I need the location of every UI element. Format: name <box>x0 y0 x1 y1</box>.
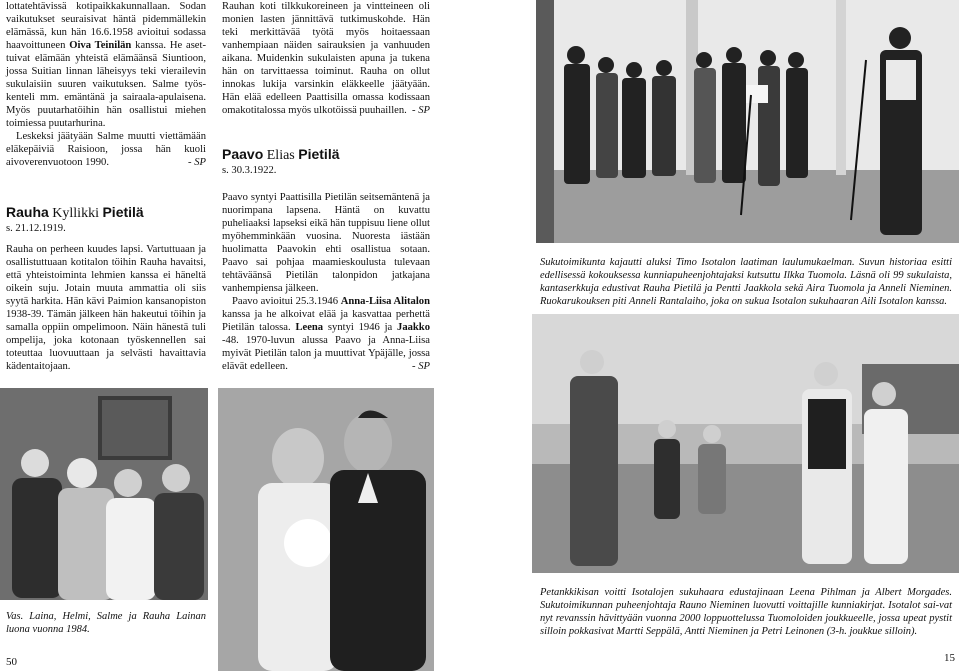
salme-paragraph-1: lottatehtävissä kotipaikkakunnallaan. Sodan vaikutukset seuraisivat häntä pidemmällekin elämässä, kun hän 16.6.1958 avioitui sodassa haavoittuneen Oiva Teinilän kanssa. He aset-tuivat elämään yhteistä elämäänsä Siuntioon, jossa Suitian linnan läheisyys teki vierailevin sukulaisiin suuren vaikutuksen. Salme työs-kenteli mm. emäntänä ja sairaala-apulaisena. Myös puutarhatöihin hän osallistui miehen toimiessa puutarhurina. <box>6 1 206 129</box>
rauha-section <box>6 198 206 373</box>
sisters-photo <box>0 388 208 600</box>
paavo-section <box>222 140 430 373</box>
paavo-paragraph-2: Paavo avioitui 25.3.1946 Anna-Liisa Alitalon kanssa ja he alkoivat elää ja kasvattaa perhettä Pietilän talossa. Leena syntyi 1946 ja Jaakko -48. 1970-luvun alussa Paavo ja Anna-Liisa myivät Pietilän talon ja muuttivat Ypäjälle, jossa elävät edelleen. - SP <box>222 296 430 372</box>
text-column-1 <box>6 0 206 169</box>
rauha-paragraph: Rauha on perheen kuudes lapsi. Vartuttuaan ja osallistuttuaan kotitalon töihin Rauha havaitsi, että yhteistoiminta lehmien kanssa ei häneltä oikein suju. Jotain muuta ammattia oli siis syytä harkita. Hän kävi Paimion kansanopiston 1938-39. Tämän jälkeen hän hakeutui töihin ja samalla oppiin ompelimoon. Näin hänestä tuli ompelija, joka kotonaan työskennellen sai toteuttaa luovuuttaan ja selvästi havaittavia kädentaitojaan. <box>6 244 206 372</box>
text-column-2 <box>222 0 430 117</box>
sisters-caption: Vas. Laina, Helmi, Salme ja Rauha Lainan luona vuonna 1984. <box>6 611 206 635</box>
rauha-paragraph-2: Rauhan koti tilkkukoreineen ja vintteineen oli monien lasten jännittävä tutkimuskohde. Hän teki merkittävää työtä myös hoitaessaan vanhempiaan näiden sairauksien ja vanhuuden aikana. Muidenkin sukulaisten apuna ja tukena hän on tarvittaessa toiminut. Rauha on ollut innokas lukija varsinkin eläkkeelle jäätyään. Hän elää edelleen Paattisilla omassa kodissaan omakotitalossa myös ulkotöissä puuhaillen. - SP <box>222 1 430 116</box>
award-photo <box>532 314 959 573</box>
rauha-heading: Rauha Kyllikki Pietilä <box>6 204 144 221</box>
choir-photo <box>536 0 959 243</box>
choir-photo-illustration <box>536 0 959 243</box>
wedding-photo <box>218 388 434 671</box>
rauha-born: s. 21.12.1919. <box>6 223 66 234</box>
award-photo-illustration <box>532 314 959 573</box>
wedding-photo-illustration <box>218 388 434 671</box>
paavo-paragraph-1: Paavo syntyi Paattisilla Pietilän seitsemäntenä ja nuorimpana lapsena. Häntä on kuvattu puheliaaksi lapseksi eikä hän tuppisuu liene ollut myöhemminkään vuosina. Nuoresta iästään huolimatta Paavokin ehti osallistua sotaan. Paavo sai pohjaa maamieskoulusta tulevaan tehtäväänsä Pietilän talonpidon jatkajana vanhempiensa jälkeen. <box>222 192 430 294</box>
sisters-photo-illustration <box>0 388 208 600</box>
paavo-heading: Paavo Elias Pietilä <box>222 146 340 163</box>
choir-caption: Sukutoimikunta kajautti aluksi Timo Isotalon laatiman laulumukaelman. Suvun historiaa esitti edellisessä kokouksessa kunniapuheenjohtajaksi kutsuttu Ilkka Tuomola. Läsnä oli 99 sukulaista, kantaserkkuja edustivat Rauha Pietilä ja Pentti Jaakkola sekä Aira Tuomola ja Anneli Nieminen. Ruokarukouksen piti Anneli Rantalaiho, joka on sukua Isotalon sukuhaaran Aili Isotalon kanssa. <box>540 257 952 307</box>
page-number-left: 50 <box>6 656 17 668</box>
paavo-born: s. 30.3.1922. <box>222 165 277 176</box>
award-caption: Petankkikisan voitti Isotalojen sukuhaara edustajinaan Leena Pihlman ja Albert Morgades. Sukutoimikunnan puheenjohtaja Rauno Nieminen luovutti voittajille kunniakirjat. Isotalot sai-vat nyt revanssin hävittyään vuonna 2000 loppuottelussa Tuomoloiden joukkueelle, jossa upeat pystit silloin pokkasivat Martti Seppälä, Antti Nieminen ja Petri Leinonen (3-h. joukkue silloin). <box>540 587 952 637</box>
page-number-right: 15 <box>944 652 955 664</box>
salme-paragraph-2: Leskeksi jäätyään Salme muutti viettämään eläkepäiviä Raisioon, jossa hän kuoli aivoverenvuotoon 1990. - SP <box>6 131 206 168</box>
